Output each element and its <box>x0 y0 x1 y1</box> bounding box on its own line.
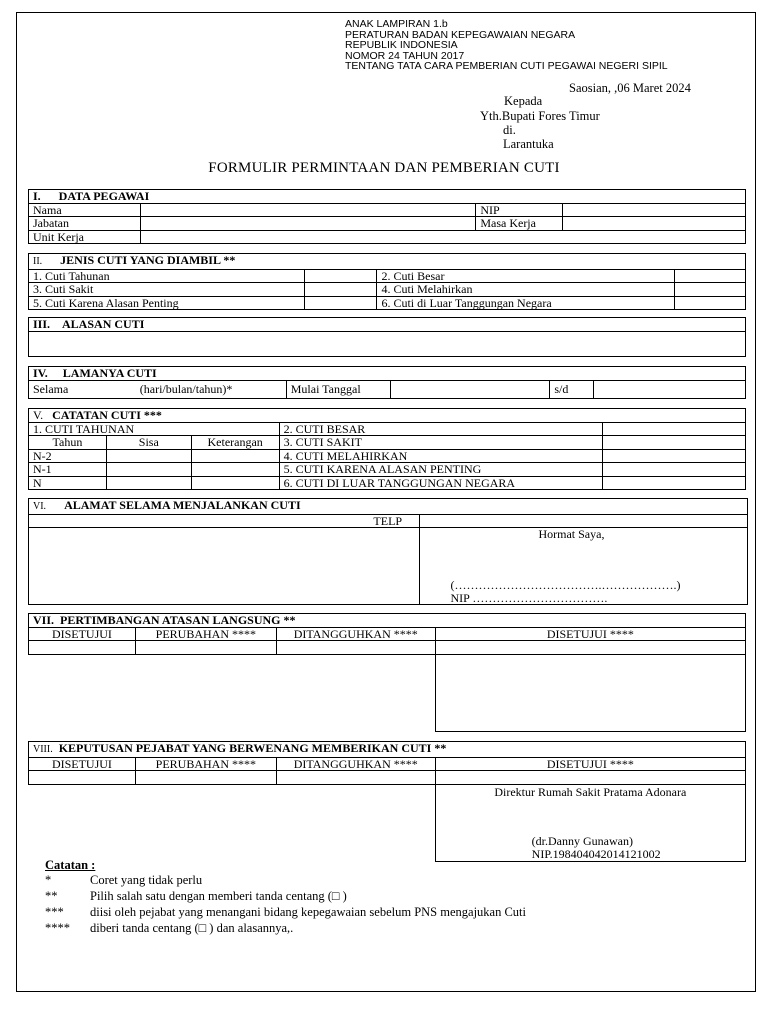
notes-section <box>45 858 526 936</box>
col-sisa: Sisa <box>106 436 191 450</box>
leave-record-2: 2. CUTI BESAR <box>279 422 603 436</box>
section-jenis-cuti <box>28 253 746 310</box>
label-duration-unit: (hari/bulan/tahun)* <box>86 380 286 398</box>
section-lamanya-cuti <box>28 366 746 399</box>
label-unit-kerja: Unit Kerja <box>29 230 141 244</box>
header-line: TENTANG TATA CARA PEMBERIAN CUTI PEGAWAI NEGERI SIPIL <box>345 60 668 72</box>
recipient-city: Larantuka <box>503 137 554 151</box>
regulation-header <box>345 19 668 72</box>
field-end-date[interactable] <box>594 380 746 398</box>
col-ditangguhkan: DITANGGUHKAN **** <box>276 757 435 771</box>
record-cell[interactable] <box>191 463 279 477</box>
director-name: (dr.Danny Gunawan) <box>531 833 633 848</box>
check-box[interactable] <box>135 641 276 655</box>
field-start-date[interactable] <box>390 380 550 398</box>
director-nip: NIP.198404042014121002 <box>531 846 661 861</box>
form-title: FORMULIR PERMINTAAN DAN PEMBERIAN CUTI <box>208 160 560 176</box>
row-year: N-1 <box>29 463 107 477</box>
section-title: DATA PEGAWAI <box>58 189 150 203</box>
section-keputusan <box>28 741 746 862</box>
col-perubahan: PERUBAHAN **** <box>135 627 276 641</box>
label-jabatan: Jabatan <box>29 217 141 231</box>
header-line: REPUBLIK INDONESIA <box>345 39 458 51</box>
record-cell[interactable] <box>603 463 746 477</box>
recipient-name: Yth.Bupati Fores Timur <box>480 109 600 123</box>
section-pertimbangan <box>28 613 746 732</box>
check-box[interactable] <box>304 269 377 283</box>
leave-type-4: 4. Cuti Melahirkan <box>377 283 675 297</box>
check-box[interactable] <box>435 641 745 655</box>
check-box[interactable] <box>276 641 435 655</box>
header-line: NOMOR 24 TAHUN 2017 <box>345 49 465 62</box>
note-item <box>45 904 526 920</box>
field-nama[interactable] <box>140 203 475 217</box>
section-title: PERTIMBANGAN ATASAN LANGSUNG ** <box>60 613 296 627</box>
header-line: PERATURAN BADAN KEPEGAWAIAN NEGARA <box>345 28 576 41</box>
leave-type-3: 3. Cuti Sakit <box>29 283 305 297</box>
leave-record-3: 3. CUTI SAKIT <box>279 436 603 450</box>
check-box[interactable] <box>435 771 745 785</box>
col-perubahan: PERUBAHAN **** <box>135 757 276 771</box>
header-line: ANAK LAMPIRAN 1.b <box>345 18 448 30</box>
record-cell[interactable] <box>603 422 746 436</box>
section-num: IV. <box>33 366 48 380</box>
signature-block <box>420 528 748 605</box>
section-title: KEPUTUSAN PEJABAT YANG BERWENANG MEMBERIKAN CUTI ** <box>58 741 447 755</box>
recipient-di: di. <box>503 123 516 137</box>
field-alamat[interactable] <box>29 528 420 605</box>
record-cell[interactable] <box>106 463 191 477</box>
check-box[interactable] <box>135 771 276 785</box>
section-title: CATATAN CUTI *** <box>52 408 162 422</box>
col-keterangan: Keterangan <box>191 436 279 450</box>
section-num: I. <box>33 189 41 203</box>
note-text: diisi oleh pejabat yang menangani bidang kepegawaian sebelum PNS mengajukan Cuti <box>90 905 527 919</box>
note-item <box>45 872 526 888</box>
nip-line: NIP ……………………………. <box>450 591 608 605</box>
section-alamat <box>28 498 748 605</box>
note-text: Pilih salah satu dengan memberi tanda centang (□ ) <box>90 889 347 903</box>
leave-type-2: 2. Cuti Besar <box>377 269 675 283</box>
label-sd: s/d <box>550 380 594 398</box>
label-masa-kerja: Masa Kerja <box>476 217 563 231</box>
section-catatan-cuti <box>28 408 746 490</box>
section-num: VII. <box>33 613 55 627</box>
check-box[interactable] <box>29 771 136 785</box>
note-mark: * <box>45 873 52 887</box>
check-box[interactable] <box>304 283 377 297</box>
record-cell[interactable] <box>191 449 279 463</box>
label-selama: Selama <box>29 380 87 398</box>
col-disetujui: DISETUJUI <box>29 627 136 641</box>
check-box[interactable] <box>675 283 746 297</box>
section-num: III. <box>33 317 51 331</box>
supervisor-signature-box[interactable] <box>435 654 745 731</box>
leave-type-6: 6. Cuti di Luar Tanggungan Negara <box>377 296 675 310</box>
record-cell[interactable] <box>603 449 746 463</box>
section-data-pegawai <box>28 189 746 244</box>
note-item <box>45 888 526 904</box>
section-alasan-cuti <box>28 317 746 357</box>
signature-line: (……………………………….……………….) <box>450 578 681 592</box>
note-text: diberi tanda centang (□ ) dan alasannya,. <box>90 921 294 935</box>
notes-title: Catatan : <box>45 858 96 872</box>
leave-type-5: 5. Cuti Karena Alasan Penting <box>29 296 305 310</box>
note-mark: **** <box>45 921 70 935</box>
director-title: Direktur Rumah Sakit Pratama Adonara <box>494 784 687 799</box>
label-telp: TELP <box>356 514 420 528</box>
hormat-saya: Hormat Saya, <box>538 527 605 541</box>
address-cell[interactable] <box>29 514 357 528</box>
official-signature-box <box>435 784 745 861</box>
note-item <box>45 920 526 936</box>
label-nip: NIP <box>476 203 563 217</box>
section-num: VI. <box>33 501 47 512</box>
note-mark: *** <box>45 905 64 919</box>
field-jabatan[interactable] <box>140 217 475 231</box>
col-disetujui: DISETUJUI <box>29 757 136 771</box>
check-box[interactable] <box>675 296 746 310</box>
label-nama: Nama <box>29 203 141 217</box>
recipient-kepada: Kepada <box>504 94 543 108</box>
record-cell[interactable] <box>603 476 746 490</box>
check-box[interactable] <box>29 641 136 655</box>
leave-type-1: 1. Cuti Tahunan <box>29 269 305 283</box>
section-num: V. <box>33 408 44 422</box>
section-title: ALAMAT SELAMA MENJALANKAN CUTI <box>64 498 301 512</box>
section-title: ALASAN CUTI <box>62 317 145 331</box>
section-title: JENIS CUTI YANG DIAMBIL ** <box>60 253 236 267</box>
check-box[interactable] <box>304 296 377 310</box>
label-cuti-tahunan: 1. CUTI TAHUNAN <box>29 422 280 436</box>
section-num: II. <box>33 256 43 267</box>
col-tahun: Tahun <box>29 436 107 450</box>
leave-record-5: 5. CUTI KARENA ALASAN PENTING <box>279 463 603 477</box>
col-ditangguhkan: DITANGGUHKAN **** <box>276 627 435 641</box>
note-text: Coret yang tidak perlu <box>90 873 203 887</box>
check-box[interactable] <box>276 771 435 785</box>
field-unit-kerja[interactable] <box>140 230 745 244</box>
section-num: VIII. <box>33 744 53 755</box>
field-masa-kerja[interactable] <box>563 217 746 231</box>
col-disetujui-2: DISETUJUI **** <box>435 757 745 771</box>
record-cell[interactable] <box>603 436 746 450</box>
row-year: N <box>29 476 107 490</box>
record-cell[interactable] <box>106 449 191 463</box>
check-box[interactable] <box>675 269 746 283</box>
label-mulai-tanggal: Mulai Tanggal <box>286 380 390 398</box>
field-telp[interactable] <box>420 514 748 528</box>
leave-record-6: 6. CUTI DI LUAR TANGGUNGAN NEGARA <box>279 476 603 490</box>
record-cell[interactable] <box>191 476 279 490</box>
row-year: N-2 <box>29 449 107 463</box>
record-cell[interactable] <box>106 476 191 490</box>
letter-date: Saosian, ,06 Maret 2024 <box>569 81 691 95</box>
field-nip[interactable] <box>563 203 746 217</box>
leave-record-4: 4. CUTI MELAHIRKAN <box>279 449 603 463</box>
section-title: LAMANYA CUTI <box>62 366 157 380</box>
note-mark: ** <box>45 889 58 903</box>
field-alasan-cuti[interactable] <box>29 331 746 356</box>
col-disetujui-2: DISETUJUI **** <box>435 627 745 641</box>
